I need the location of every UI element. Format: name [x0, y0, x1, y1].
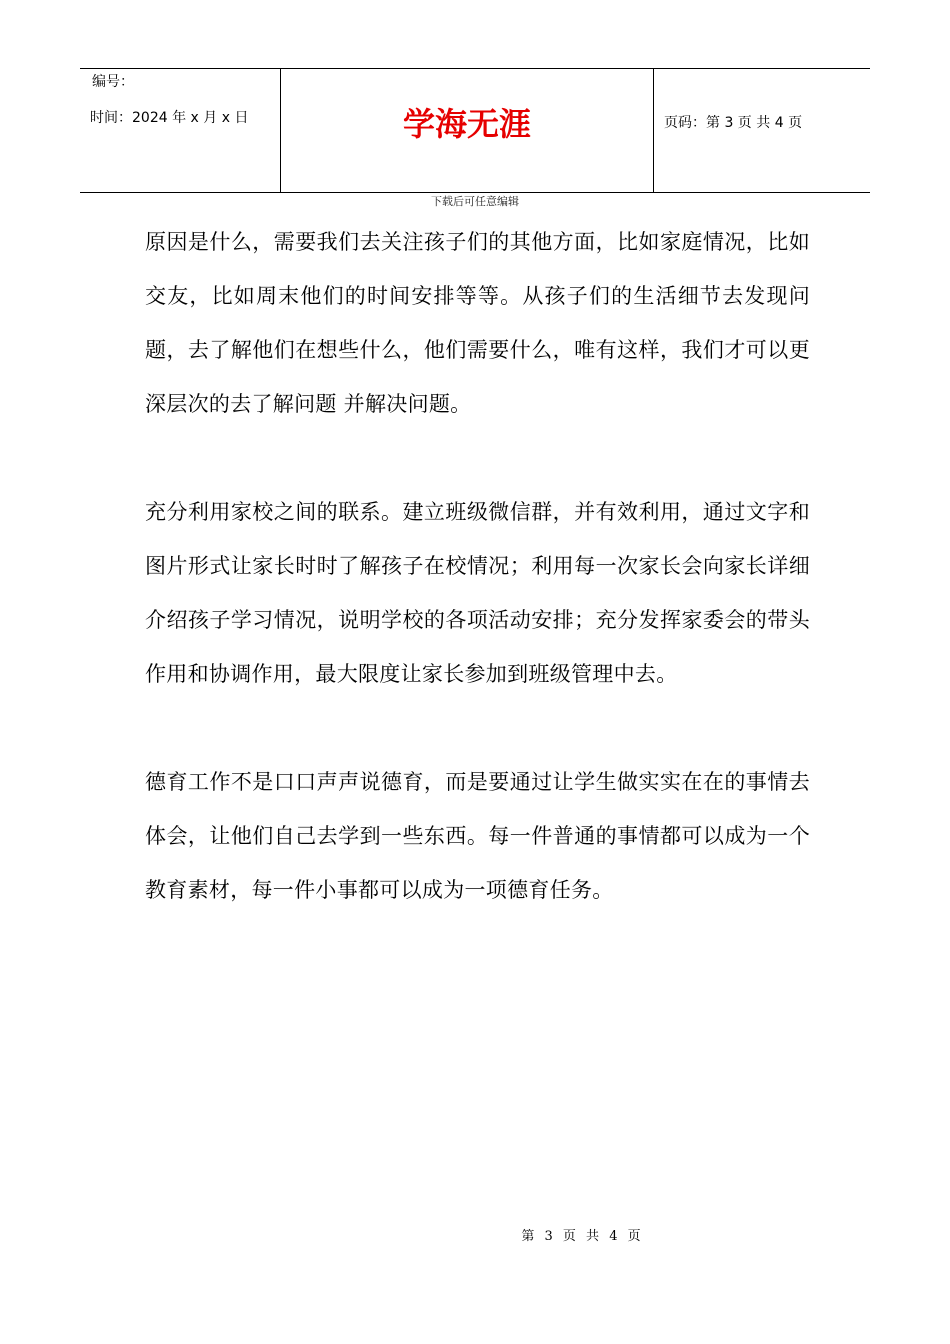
- document-date-label: 时间：2024 年 x 月 x 日: [90, 110, 249, 126]
- header-left-cell: [80, 69, 281, 192]
- body-paragraph-3: 德育工作不是口口声声说德育，而是要通过让学生做实实在在的事情去体会，让他们自己去学到一些东西。每一件普通的事情都可以成为一个教育素材，每一件小事都可以成为一项德育任务。: [145, 770, 810, 902]
- header-logo-cell: [281, 69, 654, 192]
- body-paragraph-1: 原因是什么，需要我们去关注孩子们的其他方面，比如家庭情况，比如交友，比如周末他们的时间安排等等。从孩子们的生活细节去发现问题，去了解他们在想些什么，他们需要什么，唯有这样，我们才可以更深层次的去了解问题 并解决问题。: [145, 230, 810, 416]
- header-logo-text: 学海无涯: [402, 105, 531, 143]
- document-number-label: 编号：: [92, 74, 134, 90]
- header-page-cell: [654, 69, 870, 192]
- document-body: [145, 215, 810, 917]
- document-header: [80, 68, 870, 193]
- download-note: 下载后可任意编辑: [431, 195, 519, 208]
- page-footer: 第 3 页 共 4 页: [521, 1229, 644, 1244]
- header-page-number: 页码：第 3 页 共 4 页: [664, 115, 803, 131]
- body-paragraph-2: 充分利用家校之间的联系。建立班级微信群，并有效利用，通过文字和图片形式让家长时时了解孩子在校情况；利用每一次家长会向家长详细介绍孩子学习情况，说明学校的各项活动安排；充分发挥家委会的带头作用和协调作用，最大限度让家长参加到班级管理中去。: [145, 500, 810, 686]
